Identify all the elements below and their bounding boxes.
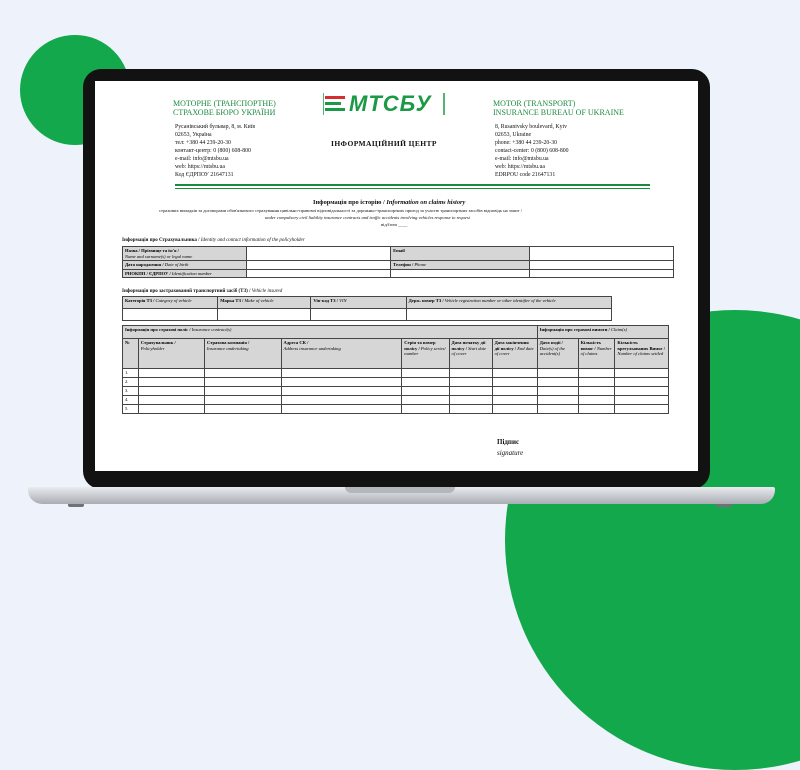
label-en: Address insurance undertaking [283, 345, 341, 351]
label-en: Policy series/ number [404, 345, 446, 356]
camera-notch [365, 69, 429, 81]
cell[interactable] [204, 387, 281, 396]
address-ua-line: web: https://mtsbu.ua [175, 164, 225, 170]
cell[interactable] [204, 378, 281, 387]
cell[interactable] [537, 387, 578, 396]
cell[interactable] [402, 369, 449, 378]
reg-value-cell[interactable] [406, 309, 611, 321]
laptop-foot [716, 504, 732, 507]
label-en: Date(s) of the accident(s) [539, 345, 565, 356]
cell[interactable] [578, 405, 615, 414]
document-subtitle-ua: страхових випадків за договорами обов'язкового страхування цивільно-правової відповідальності за дорожньо-транспортних пригод за участю транспортних засобів відповідь на запит / [159, 208, 523, 213]
cell[interactable] [281, 369, 402, 378]
section-label-en: Identity and contact information of the policyholder [200, 238, 305, 243]
phone-value-cell[interactable] [530, 261, 674, 270]
rnokpp-value-cell[interactable] [247, 269, 391, 278]
label-en: Number of claims settled [617, 351, 664, 356]
cell[interactable] [138, 405, 204, 414]
cell[interactable] [138, 378, 204, 387]
row-number: 3. [123, 387, 139, 396]
document-title-ua: Інформація про історію / [313, 199, 387, 206]
cell[interactable] [537, 396, 578, 405]
label-en: Make of vehicle [244, 298, 274, 303]
address-ua-line: Код ЄДРПОУ 21647131 [175, 172, 234, 178]
cell[interactable] [578, 369, 615, 378]
document-title-en: Information on claims history [386, 199, 466, 206]
cell[interactable] [615, 387, 669, 396]
label-en: Phone [414, 262, 427, 267]
category-value-cell[interactable] [123, 309, 218, 321]
column-header-policyholder [138, 339, 204, 369]
reg-label-cell [406, 297, 611, 309]
address-en-line: e-mail: info@mtsbu.ua [495, 156, 549, 162]
column-header-insurer-address [281, 339, 402, 369]
label-ua: Інформація про страхові поліс / [125, 327, 192, 332]
org-name-en-line1: MOTOR (TRANSPORT) [493, 99, 576, 108]
table-row [123, 378, 669, 387]
laptop-foot [68, 504, 84, 507]
cell[interactable] [204, 369, 281, 378]
vehicle-table [122, 296, 612, 321]
table-row [123, 405, 669, 414]
label-ua: Кількість вимог / [580, 340, 601, 351]
label-en: Vehicle registration number or other identifier of the vehicle [444, 298, 556, 303]
cell[interactable] [281, 387, 402, 396]
cell[interactable] [138, 369, 204, 378]
address-en-line: web: https://mtsbu.ua [495, 164, 545, 170]
label-en: Start date of cover [451, 345, 487, 356]
address-ua-line: 02653, Україна [175, 132, 212, 138]
address-en-line: 8, Rusanivsky boulevard, Kyiv [495, 124, 567, 130]
label-ua: Інформація про страхові вимоги / [539, 327, 611, 332]
label-en: Claim(s) [610, 327, 628, 332]
cell[interactable] [449, 405, 492, 414]
header-divider [175, 184, 650, 186]
label-ua: Дата події / [539, 340, 563, 345]
contracts-claims-table [122, 325, 669, 414]
cell[interactable] [492, 396, 537, 405]
column-header-claims-count [578, 339, 615, 369]
name-label-cell [123, 247, 247, 261]
label-ua: РНОКПП / ЄДРПОУ / [125, 270, 172, 276]
signature-label-en: signature [497, 449, 524, 457]
label-ua: № [125, 340, 130, 345]
label-ua: Vin-код ТЗ / [313, 298, 340, 303]
email-label-cell: Email [391, 247, 530, 261]
cell[interactable] [138, 396, 204, 405]
label-en: VIN [339, 298, 347, 303]
cell[interactable] [449, 378, 492, 387]
cell[interactable] [449, 369, 492, 378]
logo-text: МТСБУ [349, 91, 432, 116]
label-en: Date of birth [164, 262, 189, 267]
section-label-ua: Інформація про Страхувальника / [122, 238, 201, 243]
column-header-number [123, 339, 139, 369]
cell[interactable] [615, 369, 669, 378]
vin-value-cell[interactable] [311, 309, 406, 321]
email-value-cell[interactable] [530, 247, 674, 261]
address-ua-line: тел: +380 44 239-20-30 [175, 140, 231, 146]
address-en-line: phone: +380 44 239-20-30 [495, 140, 558, 146]
row-number: 1. [123, 369, 139, 378]
cell[interactable] [449, 387, 492, 396]
label-ua: Марка ТЗ / [220, 298, 245, 303]
cell[interactable] [578, 387, 615, 396]
address-en-line: EDRPOU code 21647131 [495, 172, 556, 178]
cell[interactable] [281, 378, 402, 387]
label-en: Category of vehicle [155, 298, 192, 303]
label-en: Insurance undertaking [206, 345, 249, 351]
label-ua: Телефон / [393, 262, 415, 267]
org-name-ua-line2: СТРАХОВЕ БЮРО УКРАЇНИ [173, 108, 276, 117]
label-ua: Держ. номер ТЗ / [408, 298, 445, 303]
policyholder-table [122, 246, 674, 278]
cell[interactable] [615, 378, 669, 387]
cell[interactable] [204, 396, 281, 405]
org-name-en-line2: INSURANCE BUREAU OF UKRAINE [493, 108, 624, 117]
dob-value-cell[interactable] [247, 261, 391, 270]
row-number: 4. [123, 396, 139, 405]
vin-label-cell [311, 297, 406, 309]
vehicle-section-title [122, 289, 282, 294]
label-en: Name and surname(s) or legal name [125, 253, 193, 259]
rnokpp-label-cell [123, 269, 247, 278]
label-ua: Страхувальник / [140, 340, 176, 345]
cell[interactable] [402, 405, 449, 414]
cell[interactable] [281, 396, 402, 405]
org-name-ua-line1: МОТОРНЕ (ТРАНСПОРТНЕ) [173, 99, 276, 108]
column-header-policy-number [402, 339, 449, 369]
document-from-line: від/from ____ [381, 222, 408, 227]
table-row [123, 396, 669, 405]
row-number: 2. [123, 378, 139, 387]
cell[interactable] [492, 387, 537, 396]
empty-cell [530, 269, 674, 278]
document-screen [95, 81, 698, 471]
section-label-ua: Інформація про застрахований транспортний засіб (ТЗ) / [122, 289, 252, 294]
cell[interactable] [492, 378, 537, 387]
cell[interactable] [402, 378, 449, 387]
make-value-cell[interactable] [218, 309, 311, 321]
row-number: 5. [123, 405, 139, 414]
document-title [313, 199, 465, 206]
cell[interactable] [138, 387, 204, 396]
document-subtitle-en: under compulsory civil liability insurance contracts and traffic accidents involving vehicles response to request [265, 215, 470, 220]
empty-cell [391, 269, 530, 278]
address-ua-line: контакт-центр: 0 (800) 608-800 [175, 148, 251, 154]
claims-section-header [537, 326, 668, 339]
cell[interactable] [492, 369, 537, 378]
signature-label-ua: Підпис [497, 438, 520, 446]
label-en: Number of claims [580, 345, 612, 356]
name-value-cell[interactable] [247, 247, 391, 261]
info-center-title: ІНФОРМАЦІЙНИЙ ЦЕНТР [331, 139, 437, 148]
cell[interactable] [615, 396, 669, 405]
label-ua: Адреса СК / [283, 340, 309, 345]
cell[interactable] [402, 387, 449, 396]
label-ua: Дата закінчення дії полісу / [494, 340, 529, 351]
label-ua: Категорія ТЗ / [125, 298, 156, 303]
cell[interactable] [281, 405, 402, 414]
dob-label-cell [123, 261, 247, 270]
table-row [123, 387, 669, 396]
label-en: Identification number [171, 270, 212, 276]
label-en: Insurance contract(s) [191, 327, 232, 332]
column-header-start-date [449, 339, 492, 369]
cell[interactable] [578, 396, 615, 405]
cell[interactable] [537, 369, 578, 378]
label-en: End date of cover [494, 345, 534, 356]
section-label-en: Vehicle insured [251, 289, 283, 294]
cell[interactable] [492, 405, 537, 414]
table-row [123, 369, 669, 378]
label-ua: Дата народження / [125, 262, 165, 267]
label-ua: Дата початку дії полісу / [451, 340, 486, 351]
column-header-insurer [204, 339, 281, 369]
address-en-line: contact-center: 0 (800) 608-800 [495, 148, 569, 154]
column-header-settled-count [615, 339, 669, 369]
cell[interactable] [204, 405, 281, 414]
column-header-end-date [492, 339, 537, 369]
policyholder-section-title [122, 238, 305, 243]
category-label-cell [123, 297, 218, 309]
header-divider-thin [175, 188, 650, 189]
label-ua: Серія та номер полісу / [404, 340, 436, 351]
laptop-opening-groove [345, 487, 455, 493]
contracts-section-header [123, 326, 538, 339]
make-label-cell [218, 297, 311, 309]
address-en-line: 02653, Ukraine [495, 132, 532, 138]
cell[interactable] [449, 396, 492, 405]
cell[interactable] [537, 378, 578, 387]
label-ua: Назва / Прізвище та ім'я / [125, 248, 179, 253]
address-ua-line: Русанівський бульвар, 8, м. Київ [175, 124, 256, 130]
label-ua: Кількість врегульованих Вимог / [617, 340, 666, 351]
cell[interactable] [402, 396, 449, 405]
phone-label-cell [391, 261, 530, 270]
cell[interactable] [578, 378, 615, 387]
label-en: Policyholder [140, 345, 165, 351]
address-ua-line: e-mail: info@mtsbu.ua [175, 156, 229, 162]
cell[interactable] [615, 405, 669, 414]
cell[interactable] [537, 405, 578, 414]
column-header-accident-date [537, 339, 578, 369]
label-ua: Страхова компанія / [206, 340, 250, 345]
